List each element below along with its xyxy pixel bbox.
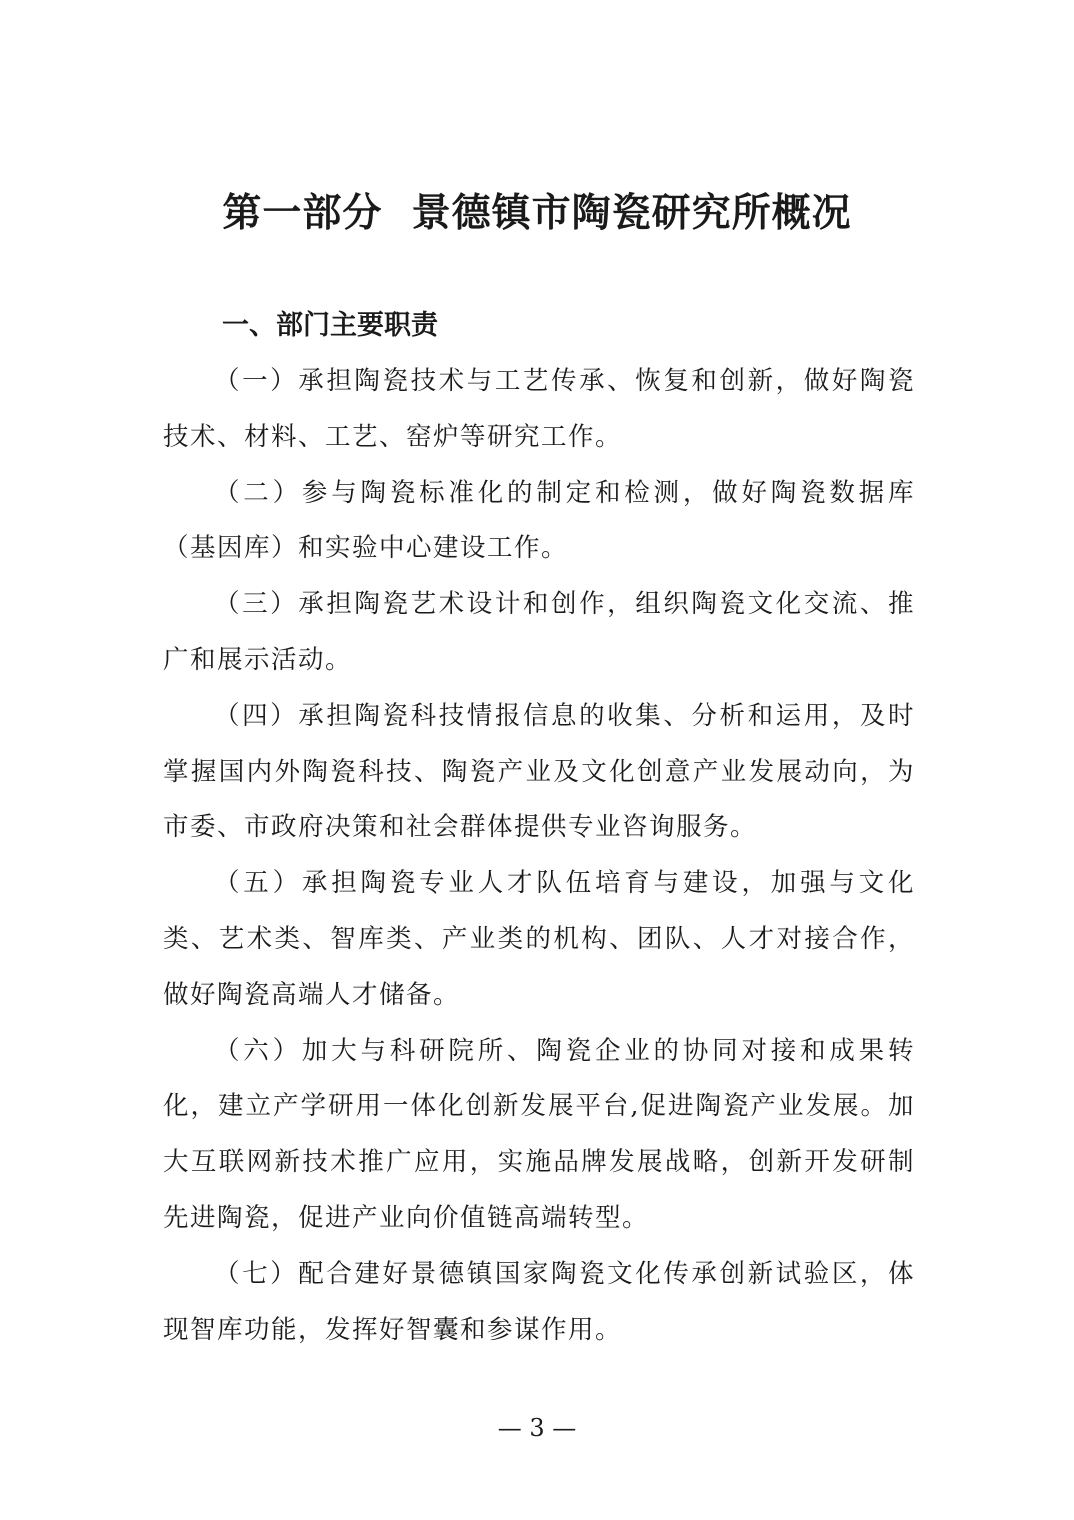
page-number: — 3 — — [497, 1414, 577, 1442]
paragraph-duty-4: （四）承担陶瓷科技情报信息的收集、分析和运用，及时掌握国内外陶瓷科技、陶瓷产业及文化创意产业发展动向，为市委、市政府决策和社会群体提供专业咨询服务。 — [163, 700, 915, 843]
paragraph-duty-3: （三）承担陶瓷艺术设计和创作，组织陶瓷文化交流、推广和展示活动。 — [163, 589, 915, 675]
page-title: 第一部分 景德镇市陶瓷研究所概况 — [222, 191, 852, 236]
paragraph-duty-5: （五）承担陶瓷专业人才队伍培育与建设，加强与文化类、艺术类、智库类、产业类的机构、团队、人才对接合作，做好陶瓷高端人才储备。 — [163, 868, 915, 1010]
paragraph-duty-6: （六）加大与科研院所、陶瓷企业的协同对接和成果转化，建立产学研用一体化创新发展平台,促进陶瓷产业发展。加大互联网新技术推广应用，实施品牌发展战略，创新开发研制先进陶瓷，促进产业向价值链高端转型。 — [163, 1035, 915, 1233]
document-body — [163, 354, 915, 1358]
paragraph-duty-2: （二）参与陶瓷标准化的制定和检测，做好陶瓷数据库（基因库）和实验中心建设工作。 — [163, 477, 915, 564]
section-heading: 一、部门主要职责 — [222, 310, 438, 341]
paragraph-duty-7: （七）配合建好景德镇国家陶瓷文化传承创新试验区，体现智库功能，发挥好智囊和参谋作用。 — [163, 1258, 915, 1345]
paragraph-duty-1: （一）承担陶瓷技术与工艺传承、恢复和创新，做好陶瓷技术、材料、工艺、窑炉等研究工作。 — [163, 366, 915, 452]
